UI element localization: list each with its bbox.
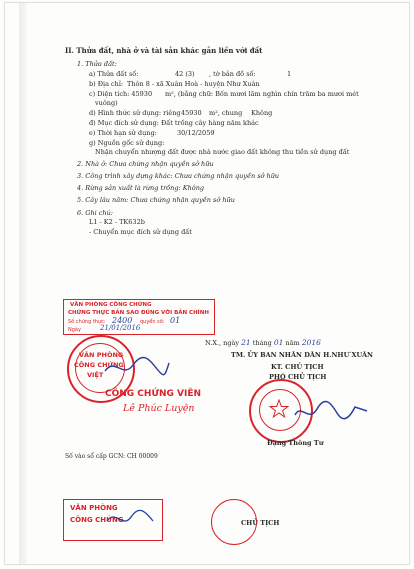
usage-form: d) Hình thức sử dụng: riêng	[89, 109, 181, 117]
usage-private-area: 45930	[181, 109, 202, 117]
sign-year: 2016	[301, 338, 321, 347]
stamp-office-line: VĂN PHÒNG CÔNG CHỨNG	[70, 302, 152, 308]
bottom-seal-text: CHỦ TỊCH	[241, 519, 280, 527]
authority-line: TM. ỦY BAN NHÂN DÂN H.NHƯ XUÂN	[231, 351, 374, 359]
land-purpose: đ) Mục đích sử dụng: Đất trồng cây hàng năm khác	[89, 119, 259, 127]
area-label: c) Diện tích: 45930	[89, 90, 153, 98]
stamp-certify-line: CHỨNG THỰC BẢN SAO ĐÚNG VỚI BẢN CHÍNH	[68, 310, 209, 316]
bottom-signature-icon	[105, 507, 165, 531]
bottom-stamp-notary: CÔNG CHỨNG	[70, 516, 124, 524]
term-label: e) Thời hạn sử dụng:	[89, 129, 157, 137]
section-title: II. Thửa đất, nhà ở và tài sản khác gắn liền với đất	[65, 46, 263, 55]
notary-certify-stamp	[63, 299, 215, 335]
other-construction-line: 3. Công trình xây dựng khác: Chưa chứng nhận quyền sở hữu	[77, 172, 280, 180]
parcel-number: 42 (3)	[175, 70, 195, 78]
signing-place-date	[205, 339, 321, 347]
bottom-stamp-office: VĂN PHÒNG	[70, 504, 118, 512]
parcel-label: a) Thửa đất số:	[89, 70, 139, 78]
year-label: năm	[285, 339, 300, 347]
map-label: , tờ bản đồ số:	[209, 70, 256, 78]
notary-signature-icon	[101, 353, 171, 383]
deputy-line: KT. CHỦ TỊCH	[271, 363, 324, 371]
notes-line-2: - Chuyển mục đích sử dụng đất	[89, 228, 192, 236]
signer-name: Đặng Thông Tư	[267, 439, 324, 447]
notary-name: Lê Phúc Luyện	[123, 403, 195, 414]
notes-header: 6. Ghi chú:	[77, 209, 113, 217]
notes-line-1: L1 - K2 - TK632b	[89, 218, 145, 226]
official-signature-icon	[291, 395, 371, 429]
vice-chair-line: PHÓ CHỦ TỊCH	[269, 373, 327, 381]
stamp-number-value: 2400	[112, 316, 133, 325]
notary-title: CÔNG CHỨNG VIÊN	[105, 389, 202, 399]
seal-top-text: VĂN PHÒNG	[79, 351, 124, 359]
land-header: 1. Thửa đất:	[77, 60, 117, 68]
area-words: m², (bằng chữ: Bốn mươi lăm nghìn chín trăm ba mươi mét	[165, 90, 359, 98]
month-label: tháng	[252, 339, 272, 347]
usage-common-label: m², chung	[209, 109, 243, 117]
stamp-book-label: quyển số:	[140, 319, 165, 325]
gcn-entry: Số vào sổ cấp GCN: CH 00009	[65, 453, 158, 460]
star-emblem-icon	[269, 399, 289, 419]
house-line: 2. Nhà ở: Chưa chứng nhận quyền sở hữu	[77, 160, 214, 168]
seal-bottom-text: VIỆT	[87, 371, 104, 379]
origin-value: Nhận chuyển nhượng đất được nhà nước giao đất không thu tiền sử dụng đất	[95, 148, 350, 156]
date-prefix: N.X., ngày	[205, 339, 240, 347]
stamp-date-label: Ngày	[68, 327, 81, 333]
page-binding-edge	[19, 3, 27, 564]
sign-month: 01	[273, 338, 284, 347]
stamp-date-value: 21/01/2016	[100, 324, 141, 332]
sign-day: 21	[241, 338, 251, 347]
production-forest-line: 4. Rừng sản xuất là rừng trồng: Không	[77, 184, 205, 192]
certificate-page	[4, 2, 410, 565]
seal-mid-text: CÔNG CHỨNG	[74, 361, 124, 369]
address-value: Thôn 8 - xã Xuân Hoà - huyện Như Xuân	[127, 80, 260, 88]
area-words-cont: vuông)	[95, 99, 118, 107]
address-label: b) Địa chỉ:	[89, 80, 124, 88]
stamp-book-value: 01	[170, 316, 181, 325]
usage-common-value: Không	[251, 109, 273, 117]
term-value: 30/12/2059	[177, 129, 215, 137]
origin-label: g) Nguồn gốc sử dụng:	[89, 139, 165, 147]
map-number: 1	[287, 70, 292, 78]
stamp-number-label: Số chứng thực:	[68, 319, 106, 325]
perennial-line: 5. Cây lâu năm: Chưa chứng nhận quyền sở hữu	[77, 196, 235, 204]
